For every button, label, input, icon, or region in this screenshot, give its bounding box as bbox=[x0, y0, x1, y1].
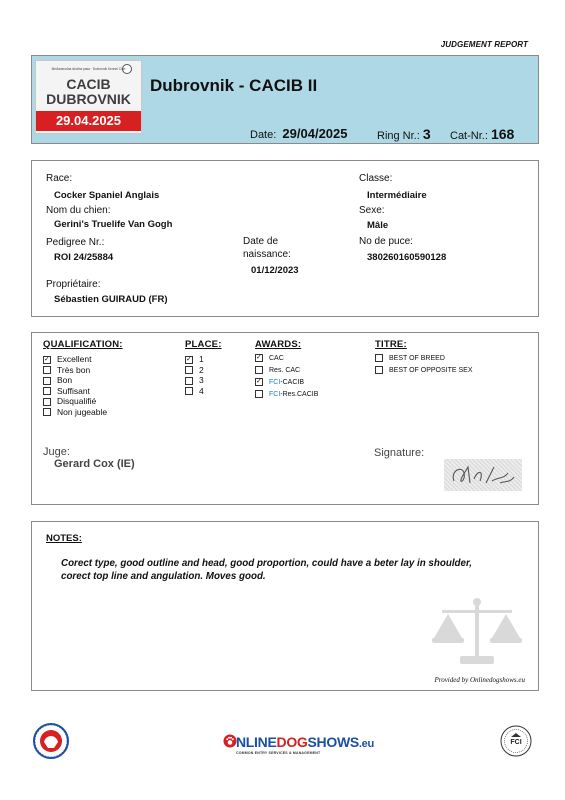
chip-label: No de puce: bbox=[359, 236, 413, 247]
titre-options bbox=[375, 353, 473, 377]
qualification-option[interactable]: Disqualifié bbox=[43, 396, 107, 407]
pedigree-value: ROI 24/25884 bbox=[54, 252, 114, 263]
paw-icon bbox=[223, 734, 237, 748]
signature-scribble-icon bbox=[444, 459, 522, 491]
titre-header: TITRE: bbox=[375, 339, 407, 350]
checkbox-icon[interactable] bbox=[185, 377, 193, 385]
sex-label: Sexe: bbox=[359, 205, 385, 216]
fci-prefix: FCI bbox=[269, 391, 281, 398]
catalogue-number bbox=[450, 126, 514, 142]
logo-top-text: Međunarodna izložba pasa · Dubrovnik Kennel Club bbox=[51, 67, 126, 71]
logo-date: 29.04.2025 bbox=[36, 111, 141, 131]
qualification-option[interactable]: Très bon bbox=[43, 365, 107, 376]
place-option[interactable]: ✓1 bbox=[185, 354, 204, 365]
checkbox-icon[interactable] bbox=[255, 390, 263, 398]
titre-option[interactable]: BEST OF BREED bbox=[375, 353, 473, 365]
signature-label: Signature: bbox=[374, 447, 425, 459]
owner-label: Propriétaire: bbox=[46, 279, 101, 290]
fci-prefix: FCI bbox=[269, 379, 281, 386]
checkbox-icon[interactable] bbox=[185, 387, 193, 395]
award-option[interactable]: ✓CAC bbox=[255, 353, 318, 365]
ring-value: 3 bbox=[422, 126, 431, 142]
qualification-option[interactable]: Non jugeable bbox=[43, 407, 107, 418]
checkbox-icon[interactable] bbox=[43, 366, 51, 374]
qualification-option[interactable]: Bon bbox=[43, 375, 107, 386]
cat-value: 168 bbox=[490, 126, 515, 142]
chip-value: 380260160590128 bbox=[367, 252, 447, 263]
checkbox-icon[interactable] bbox=[43, 387, 51, 395]
checkbox-icon[interactable] bbox=[43, 408, 51, 416]
place-options bbox=[185, 354, 204, 396]
class-value: Intermédiaire bbox=[367, 190, 427, 201]
qualification-options bbox=[43, 354, 107, 417]
judge-label: Juge: bbox=[43, 446, 70, 458]
sex-value: Mâle bbox=[367, 220, 389, 231]
onlinedogshows-logo: NLINEDOGSHOWS.eu COMMON ENTRY SERVICES & MANAGEMENT bbox=[236, 734, 374, 755]
place-header: PLACE: bbox=[185, 339, 222, 350]
brand-tagline: COMMON ENTRY SERVICES & MANAGEMENT bbox=[236, 751, 321, 755]
pedigree-label: Pedigree Nr.: bbox=[46, 237, 105, 248]
place-option[interactable]: 2 bbox=[185, 365, 204, 376]
fci-logo-icon bbox=[500, 725, 532, 757]
show-date-label: Date: bbox=[250, 129, 277, 141]
award-option[interactable]: ✓FCI-CACIB bbox=[255, 377, 318, 389]
checkbox-icon[interactable] bbox=[185, 366, 193, 374]
checkbox-icon[interactable] bbox=[375, 354, 383, 362]
event-title: Dubrovnik - CACIB II bbox=[150, 76, 318, 95]
place-option[interactable]: 3 bbox=[185, 375, 204, 386]
checkbox-checked-icon[interactable] bbox=[43, 356, 51, 364]
show-date bbox=[250, 126, 348, 141]
scales-watermark-icon bbox=[430, 594, 525, 670]
logo-line-2: DUBROVNIK bbox=[46, 91, 131, 107]
checkbox-icon[interactable] bbox=[255, 366, 263, 374]
fci-badge-text: FCI bbox=[510, 739, 522, 746]
dog-name-value: Gerini's Truelife Van Gogh bbox=[54, 219, 173, 230]
event-logo bbox=[35, 60, 142, 134]
checkbox-icon[interactable] bbox=[43, 377, 51, 385]
awards-options bbox=[255, 353, 318, 401]
logo-line-1: CACIB bbox=[66, 76, 111, 92]
judge-name: Gerard Cox (IE) bbox=[54, 458, 135, 470]
report-title: JUDGEMENT REPORT bbox=[440, 40, 528, 49]
qualification-option[interactable]: ✓Excellent bbox=[43, 354, 107, 365]
awards-header: AWARDS: bbox=[255, 339, 302, 350]
race-value: Cocker Spaniel Anglais bbox=[54, 190, 160, 201]
award-option[interactable]: Res. CAC bbox=[255, 365, 318, 377]
place-option[interactable]: 4 bbox=[185, 386, 204, 397]
notes-text: Corect type, good outline and head, good proportion, could have a beter lay in shoulder, corect top line and angulation. Moves good. bbox=[61, 558, 472, 582]
qualification-option[interactable]: Suffisant bbox=[43, 386, 107, 397]
checkbox-icon[interactable] bbox=[43, 398, 51, 406]
checkbox-checked-icon[interactable] bbox=[185, 356, 193, 364]
race-label: Race: bbox=[46, 173, 73, 184]
dob-label-2: naissance: bbox=[243, 249, 291, 260]
judge-signature bbox=[444, 459, 522, 491]
checkbox-checked-icon[interactable] bbox=[255, 378, 263, 386]
award-option[interactable]: FCI-Res.CACIB bbox=[255, 389, 318, 401]
owner-value: Sébastien GUIRAUD (FR) bbox=[54, 294, 168, 305]
provided-by: Provided by Onlinedogshows.eu bbox=[434, 676, 525, 684]
dob-label-1: Date de bbox=[243, 236, 279, 247]
show-date-value: 29/04/2025 bbox=[282, 126, 348, 141]
dubrovnik-club-logo-icon bbox=[32, 722, 70, 760]
checkbox-checked-icon[interactable] bbox=[255, 354, 263, 362]
qualification-header: QUALIFICATION: bbox=[43, 339, 123, 350]
class-label: Classe: bbox=[359, 173, 393, 184]
checkbox-icon[interactable] bbox=[375, 366, 383, 374]
dog-name-label: Nom du chien: bbox=[46, 205, 111, 216]
notes-label: NOTES: bbox=[46, 533, 82, 544]
cat-label: Cat-Nr.: bbox=[450, 130, 488, 142]
titre-option[interactable]: BEST OF OPPOSITE SEX bbox=[375, 365, 473, 377]
dob-value: 01/12/2023 bbox=[251, 265, 299, 276]
ring-number bbox=[377, 126, 431, 142]
ring-label: Ring Nr.: bbox=[377, 130, 420, 142]
